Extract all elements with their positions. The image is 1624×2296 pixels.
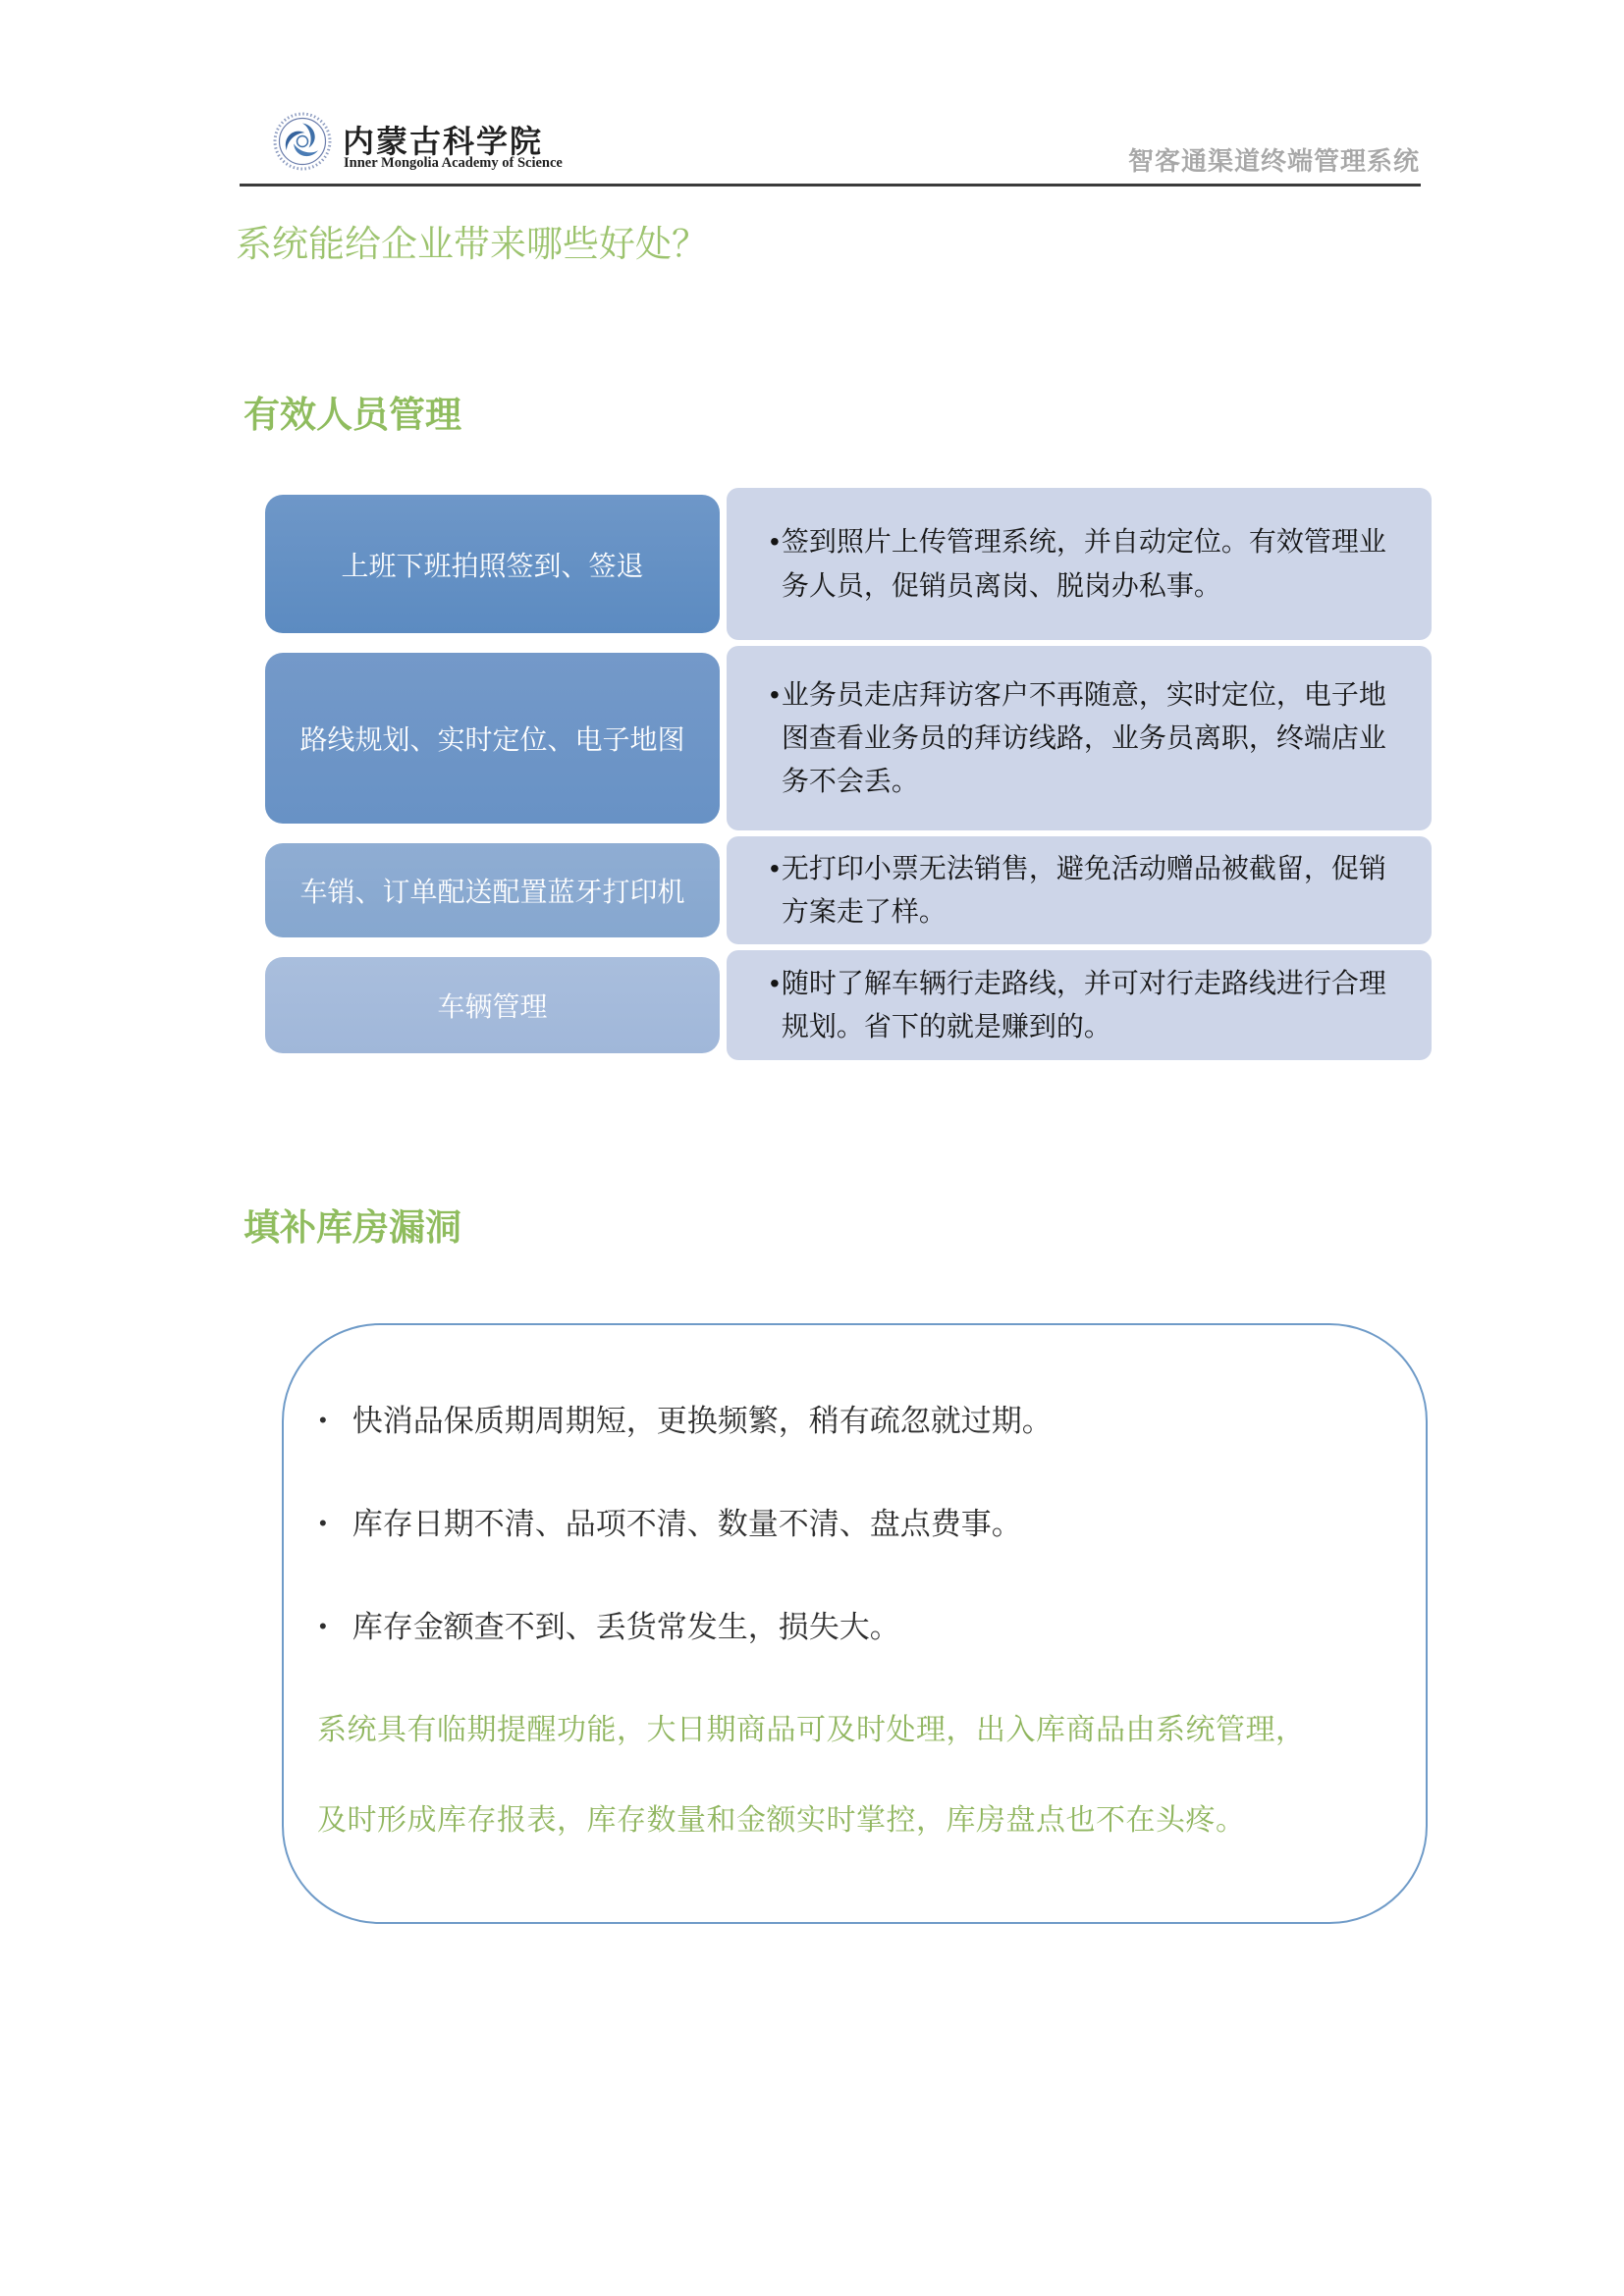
warehouse-bullet: • 快消品保质期周期短，更换频繁，稍有疏忽就过期。	[313, 1396, 1372, 1440]
row-desc-text: • 签到照片上传管理系统，并自动定位。有效管理业务人员，促销员离岗、脱岗办私事。	[770, 520, 1394, 607]
row-desc-text: • 业务员走店拜访客户不再随意，实时定位，电子地图查看业务员的拜访线路，业务员离职，终端店业务不会丢。	[770, 673, 1394, 804]
academy-logo-icon	[273, 112, 332, 171]
row-desc-box	[727, 646, 1432, 830]
row-desc-text: • 随时了解车辆行走路线，并可对行走路线进行合理规划。省下的就是赚到的。	[770, 962, 1394, 1048]
row-label-vehicle-management: 车辆管理	[265, 957, 720, 1053]
row-desc-box	[727, 836, 1432, 944]
smartart-row	[265, 646, 1432, 830]
logo-title-cn: 内蒙古科学院	[343, 124, 544, 159]
row-desc-text: • 无打印小票无法销售，避免活动赠品被截留，促销方案走了样。	[770, 847, 1394, 934]
header-divider	[240, 184, 1421, 187]
warehouse-callout-box	[282, 1323, 1428, 1924]
personnel-smartart	[265, 488, 1432, 1066]
row-desc-box	[727, 488, 1432, 640]
section-heading-personnel: 有效人员管理	[244, 395, 461, 435]
header-doc-title: 智客通渠道终端管理系统	[1127, 146, 1420, 176]
page-title: 系统能给企业带来哪些好处？	[236, 224, 708, 264]
row-label-bluetooth-printer: 车销、订单配送配置蓝牙打印机	[265, 843, 720, 937]
warehouse-bullet: • 库存金额查不到、丢货常发生，损失大。	[313, 1602, 1372, 1646]
row-desc-box	[727, 950, 1432, 1060]
logo-subtitle-en: Inner Mongolia Academy of Science	[344, 155, 563, 171]
smartart-row	[265, 950, 1432, 1060]
smartart-row	[265, 488, 1432, 640]
smartart-row	[265, 836, 1432, 944]
warehouse-bullet: • 库存日期不清、品项不清、数量不清、盘点费事。	[313, 1499, 1372, 1543]
warehouse-note-line: 及时形成库存报表，库存数量和金额实时掌控，库房盘点也不在头疼。	[317, 1804, 1246, 1837]
row-label-route-planning: 路线规划、实时定位、电子地图	[265, 653, 720, 824]
warehouse-note-line: 系统具有临期提醒功能，大日期商品可及时处理，出入库商品由系统管理，	[317, 1714, 1306, 1746]
section-heading-warehouse: 填补库房漏洞	[244, 1207, 461, 1248]
row-label-checkin: 上班下班拍照签到、签退	[265, 495, 720, 633]
